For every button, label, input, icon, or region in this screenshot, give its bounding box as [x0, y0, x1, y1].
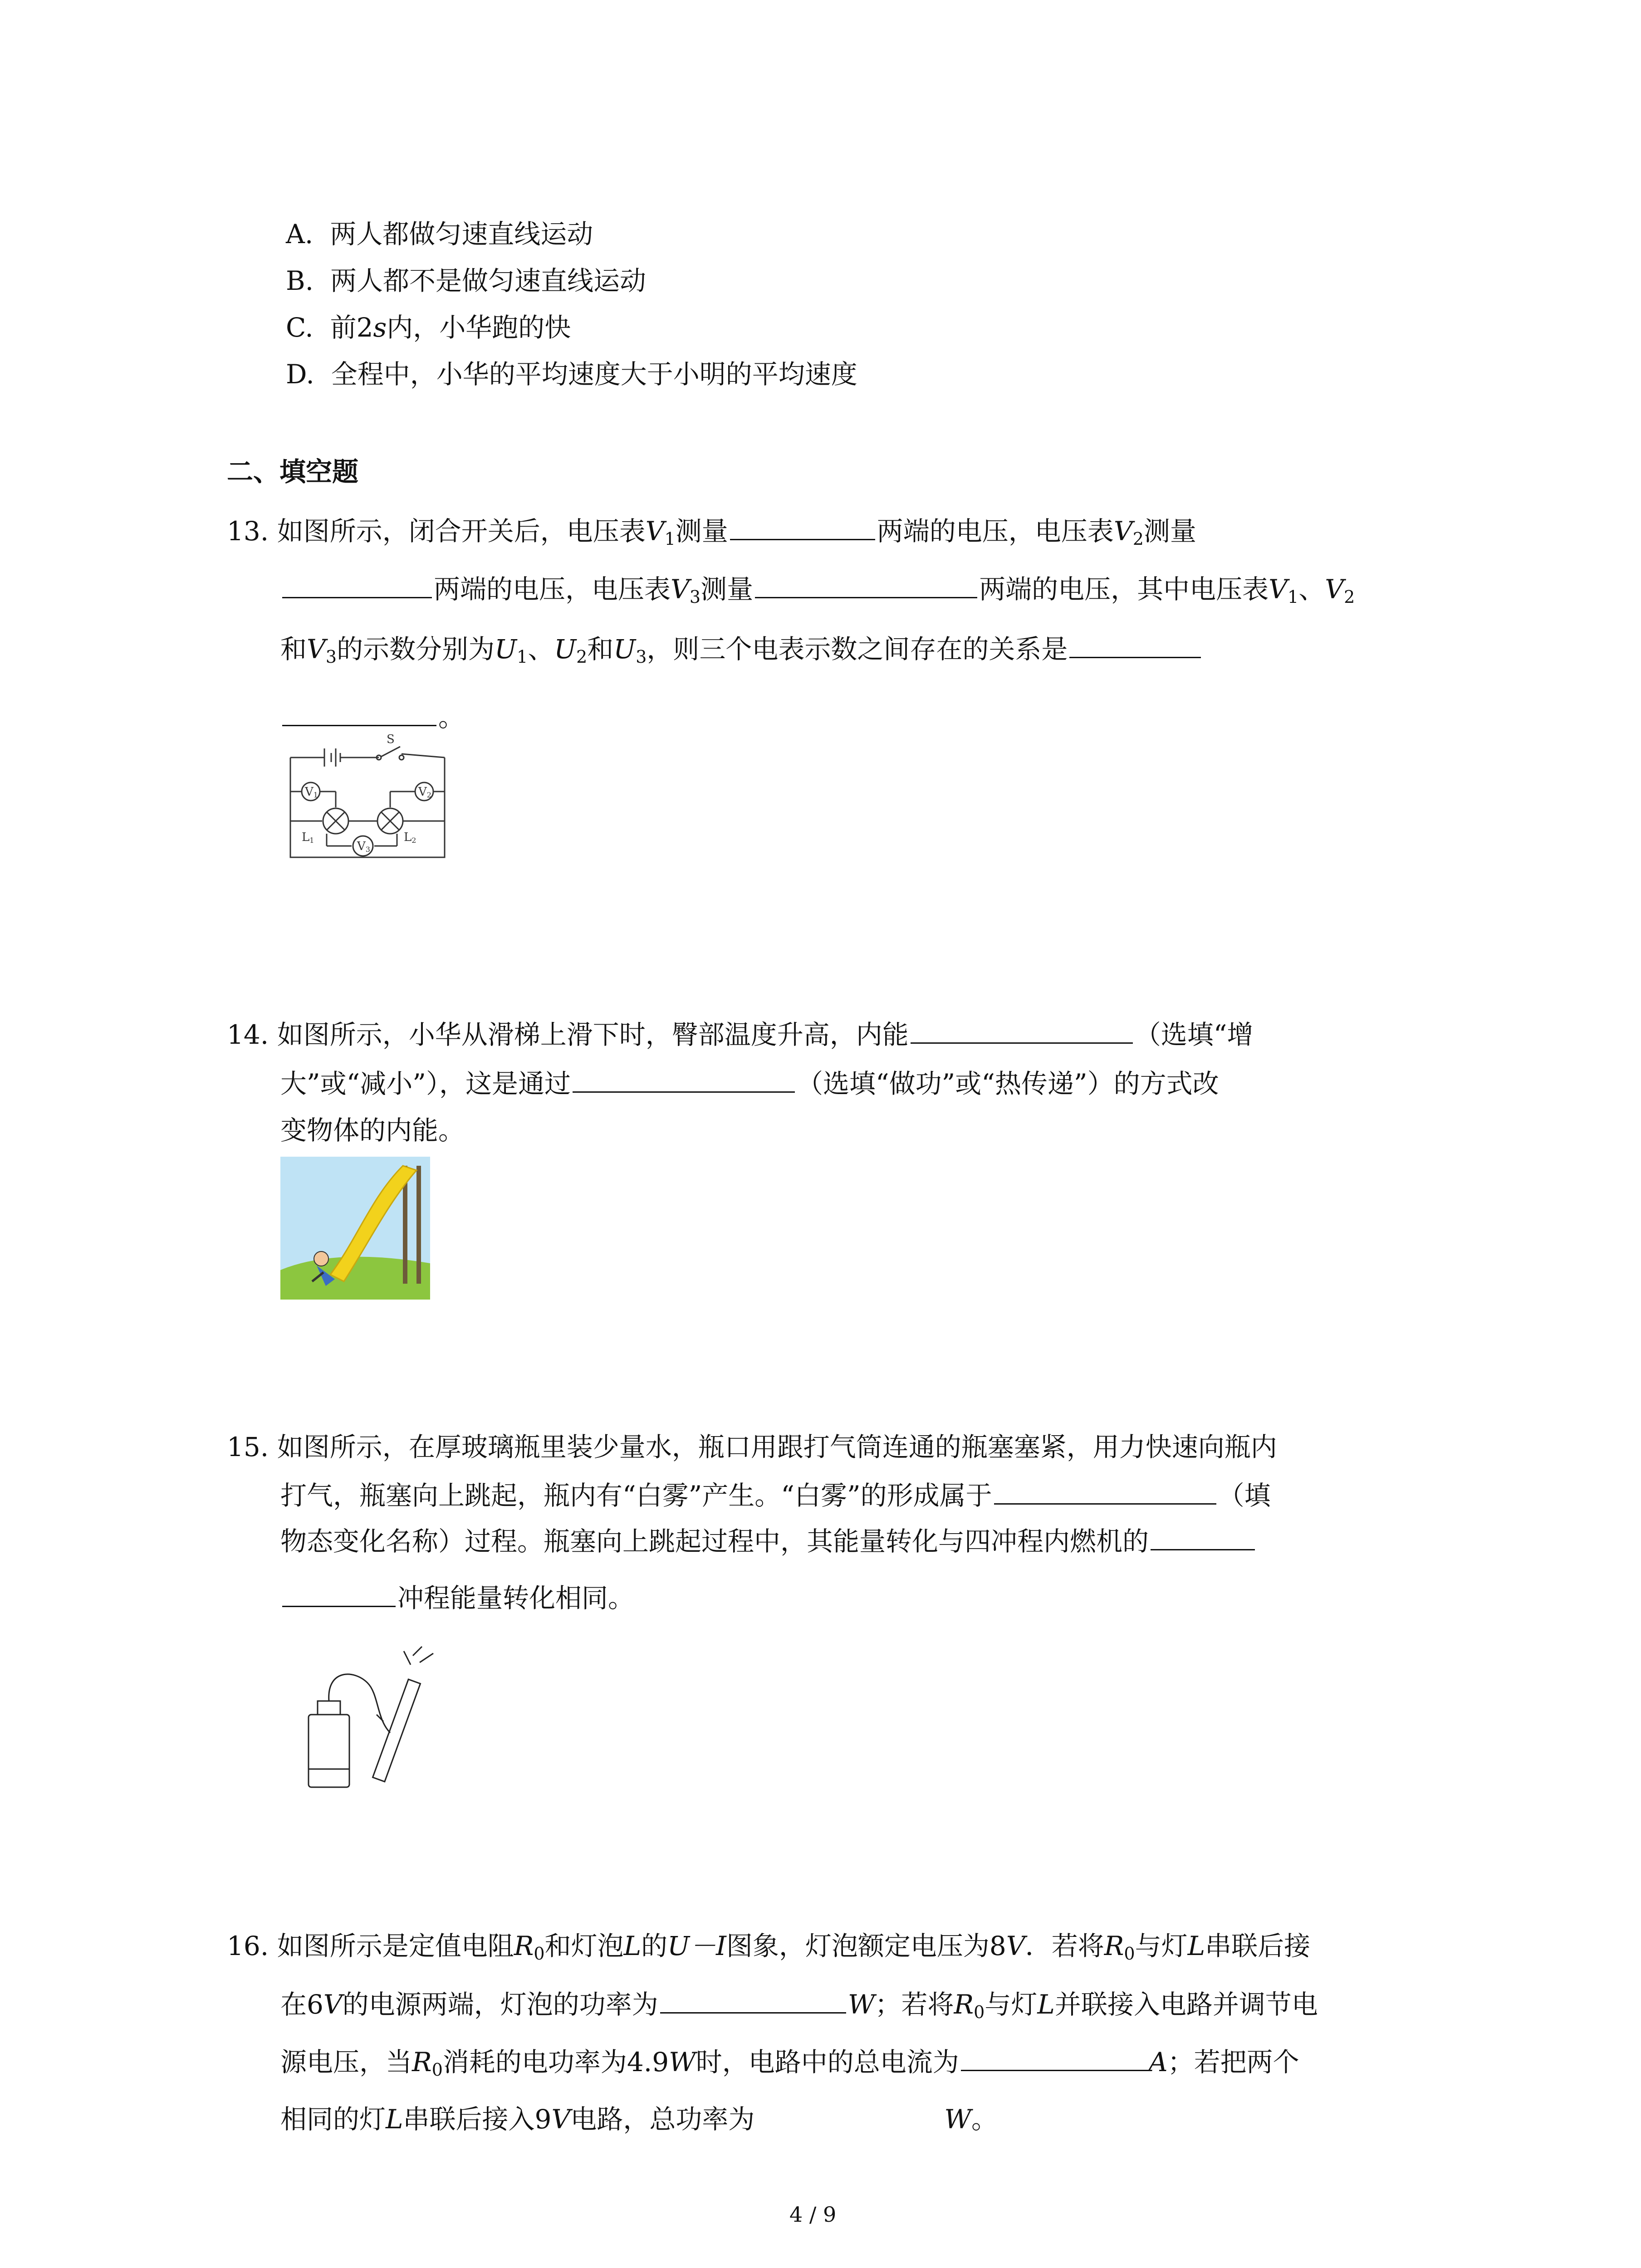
- option-b: B. 两人都不是做匀速直线运动: [286, 265, 646, 296]
- q13-line2: 两端的电压，电压表$V_3$测量 两端的电压，其中电压表$V_1$、$V_2$: [280, 571, 1355, 607]
- q16-blank-2[interactable]: [961, 2043, 1147, 2071]
- q14-line3: 变物体的内能。: [280, 1115, 465, 1146]
- q15-blank-2b[interactable]: [282, 1579, 396, 1607]
- q13-blank-3[interactable]: [755, 571, 977, 598]
- v1-label: V: [305, 785, 314, 799]
- q16-line3: 源电压，当$R_0$消耗的电功率为4.9W时，电路中的总电流为 A；若把两个: [280, 2043, 1299, 2080]
- q14-blank-1[interactable]: [911, 1016, 1133, 1044]
- switch-label: S: [387, 733, 395, 746]
- svg-text:V1: V1: [305, 785, 318, 799]
- q16-blank-3[interactable]: [756, 2102, 942, 2128]
- q13-line1: 13. 如图所示，闭合开关后，电压表$V_1$测量 两端的电压，电压表$V_2$测量: [227, 513, 1196, 549]
- q14-line2: 大”或“减小”），这是通过 （选填“做功”或“热传递”）的方式改: [280, 1065, 1219, 1102]
- option-a: A. 两人都做匀速直线运动: [286, 219, 593, 249]
- q13-blank-1[interactable]: [730, 513, 875, 540]
- q15-blank-2a[interactable]: [1151, 1523, 1255, 1550]
- section-title: 二、填空题: [227, 456, 359, 487]
- q16-line1: 16. 如图所示是定值电阻$R_0$和灯泡L的U－I图象，灯泡额定电压为8V．若将$R_0$与灯L串联后接: [227, 1931, 1311, 1964]
- option-c: C. 前2s内，小华跑的快: [286, 312, 571, 343]
- q13-blank-4a[interactable]: [1069, 631, 1201, 658]
- l2-label: L: [404, 831, 412, 844]
- q15-line3: 物态变化名称）过程。瓶塞向上跳起过程中，其能量转化与四冲程内燃机的: [280, 1523, 1257, 1559]
- q14-line1: 14. 如图所示，小华从滑梯上滑下时，臀部温度升高，内能 （选填“增: [227, 1016, 1253, 1053]
- page-number: 4 / 9: [789, 2202, 837, 2227]
- svg-text:L2: L2: [404, 831, 416, 845]
- q16-blank-1[interactable]: [660, 1986, 846, 2014]
- q13-blank-4b[interactable]: [282, 699, 436, 726]
- q15-blank-1[interactable]: [994, 1477, 1216, 1505]
- q13-line4: 。: [280, 699, 465, 735]
- option-d: D. 全程中，小华的平均速度大于小明的平均速度: [286, 359, 857, 390]
- svg-text:V3: V3: [357, 840, 370, 854]
- svg-text:V2: V2: [418, 785, 431, 799]
- q13-line3: 和$V_3$的示数分别为$U_1$、$U_2$和$U_3$，则三个电表示数之间存在的关系是: [280, 631, 1203, 667]
- svg-text:L1: L1: [302, 831, 314, 845]
- q15-line4: 冲程能量转化相同。: [280, 1579, 634, 1616]
- q15-line1: 15. 如图所示，在厚玻璃瓶里装少量水，瓶口用跟打气筒连通的瓶塞塞紧，用力快速向瓶内: [227, 1432, 1277, 1462]
- l1-label: L: [302, 831, 310, 844]
- q16-line2: 在6V的电源两端，灯泡的功率为 W；若将$R_0$与灯L并联接入电路并调节电: [280, 1986, 1318, 2023]
- q14-slide-figure: [280, 1157, 430, 1300]
- q16-line4: 相同的灯L串联后接入9V电路，总功率为 W。: [280, 2101, 998, 2137]
- q13-circuit-figure: [281, 730, 454, 866]
- q15-line2: 打气，瓶塞向上跳起，瓶内有“白雾”产生。“白雾”的形成属于 （填: [280, 1477, 1271, 1514]
- q15-bottle-pump-figure: [299, 1642, 449, 1792]
- v2-label: V: [418, 785, 427, 799]
- v3-label: V: [357, 840, 366, 853]
- q13-blank-2[interactable]: [282, 571, 432, 598]
- q14-blank-2[interactable]: [573, 1065, 795, 1093]
